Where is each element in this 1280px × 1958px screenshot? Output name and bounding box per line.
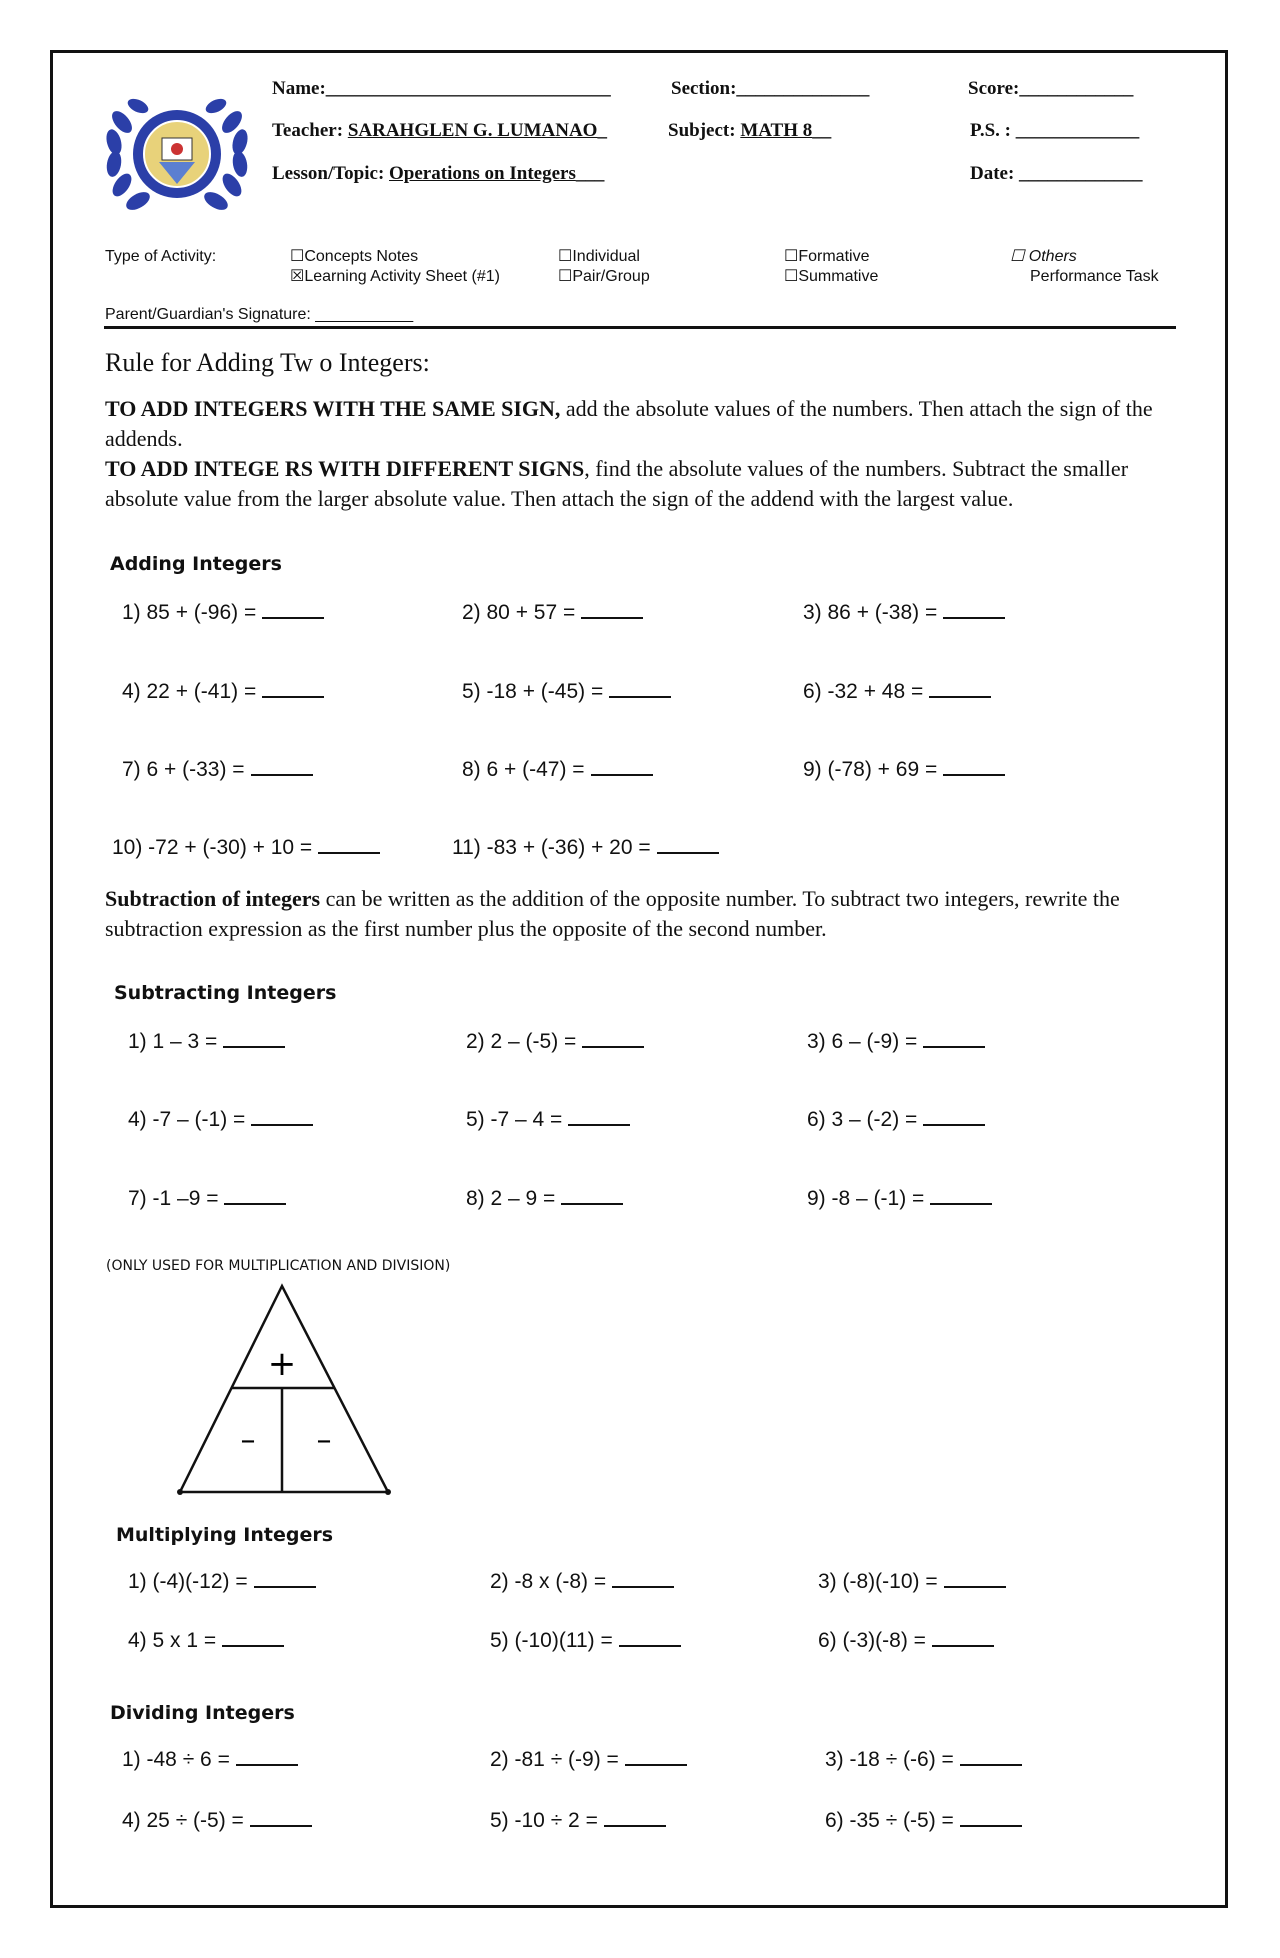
multiplying-problem: 1) (-4)(-12) = xyxy=(128,1570,316,1594)
option-formative[interactable]: ☐Formative xyxy=(784,248,870,265)
answer-blank[interactable] xyxy=(582,1045,644,1048)
subtracting-problem: 5) -7 – 4 = xyxy=(466,1108,630,1132)
adding-problem: 4) 22 + (-41) = xyxy=(122,680,324,704)
answer-blank[interactable] xyxy=(224,1202,286,1205)
multiplying-problem: 4) 5 x 1 = xyxy=(128,1629,284,1653)
subtracting-problem: 9) -8 – (-1) = xyxy=(807,1187,992,1211)
multiplying-problem: 5) (-10)(11) = xyxy=(490,1629,681,1653)
answer-blank[interactable] xyxy=(930,1202,992,1205)
sign-triangle-note: (ONLY USED FOR MULTIPLICATION AND DIVISION) xyxy=(106,1258,451,1274)
answer-blank[interactable] xyxy=(657,851,719,854)
rule-title: Rule for Adding Tw o Integers: xyxy=(105,348,430,377)
answer-blank[interactable] xyxy=(222,1644,284,1647)
adding-problem: 7) 6 + (-33) = xyxy=(122,758,313,782)
adding-problem: 1) 85 + (-96) = xyxy=(122,601,324,625)
subtraction-rule xyxy=(105,884,1175,944)
option-performance-task: Performance Task xyxy=(1030,268,1159,285)
answer-blank[interactable] xyxy=(250,1824,312,1827)
answer-blank[interactable] xyxy=(625,1763,687,1766)
answer-blank[interactable] xyxy=(932,1644,994,1647)
different-sign-rule-heading: TO ADD INTEGE RS WITH DIFFERENT SIGNS xyxy=(105,456,585,481)
activity-type-label: Type of Activity: xyxy=(105,248,217,265)
subject-tail: __ xyxy=(812,120,832,141)
minus-sign-right-label: – xyxy=(316,1423,332,1458)
answer-blank[interactable] xyxy=(581,616,643,619)
answer-blank[interactable] xyxy=(568,1123,630,1126)
adding-problem: 8) 6 + (-47) = xyxy=(462,758,653,782)
subject-label: Subject: xyxy=(668,120,736,141)
name-field[interactable]: Name:______________________________ xyxy=(272,78,611,99)
section-field[interactable]: Section:______________ xyxy=(671,78,870,99)
option-individual[interactable]: ☐Individual xyxy=(558,248,640,265)
same-sign-rule-heading: TO ADD INTEGERS WITH THE SAME SIGN, xyxy=(105,396,561,421)
dividing-problem: 6) -35 ÷ (-5) = xyxy=(825,1809,1022,1833)
different-sign-rule xyxy=(105,454,1175,514)
subtraction-rule-heading: Subtraction of integers xyxy=(105,886,321,911)
minus-sign-left-label: – xyxy=(240,1423,256,1458)
parent-signature-field[interactable]: Parent/Guardian's Signature: ___________ xyxy=(105,306,414,323)
teacher-name: SARAHGLEN G. LUMANAO xyxy=(347,120,598,141)
answer-blank[interactable] xyxy=(236,1763,298,1766)
header-divider xyxy=(104,326,1176,329)
adding-problem: 11) -83 + (-36) + 20 = xyxy=(452,836,719,860)
lesson-field xyxy=(272,163,604,185)
option-others[interactable]: ☐ Others xyxy=(1010,248,1077,265)
subtracting-problem: 3) 6 – (-9) = xyxy=(807,1030,985,1054)
option-learning-activity-sheet[interactable]: ☒Learning Activity Sheet (#1) xyxy=(290,268,501,285)
multiplying-problem: 2) -8 x (-8) = xyxy=(490,1570,674,1594)
multiplying-problem: 3) (-8)(-10) = xyxy=(818,1570,1006,1594)
answer-blank[interactable] xyxy=(619,1644,681,1647)
answer-blank[interactable] xyxy=(223,1045,285,1048)
answer-blank[interactable] xyxy=(591,773,653,776)
answer-blank[interactable] xyxy=(943,773,1005,776)
plus-sign-label: + xyxy=(267,1344,297,1384)
ps-field[interactable]: P.S. : _____________ xyxy=(970,120,1140,141)
answer-blank[interactable] xyxy=(318,851,380,854)
date-field[interactable]: Date: _____________ xyxy=(970,163,1143,184)
different-sign-rule-text: , find the absolute values of the numbers. Subtract the smaller absolute value from the larger absolute value. Then attach the sign of the addend with the largest value. xyxy=(105,456,1129,511)
answer-blank[interactable] xyxy=(251,1123,313,1126)
same-sign-rule-text: add the absolute values of the numbers. Then attach the sign of the addends. xyxy=(105,396,1153,451)
answer-blank[interactable] xyxy=(609,695,671,698)
answer-blank[interactable] xyxy=(943,616,1005,619)
sign-triangle-diagram xyxy=(170,1280,400,1505)
answer-blank[interactable] xyxy=(604,1824,666,1827)
teacher-field xyxy=(272,120,607,142)
answer-blank[interactable] xyxy=(262,616,324,619)
lesson-tail: ___ xyxy=(575,163,605,184)
adding-problem: 3) 86 + (-38) = xyxy=(803,601,1005,625)
answer-blank[interactable] xyxy=(929,695,991,698)
subtracting-problem: 2) 2 – (-5) = xyxy=(466,1030,644,1054)
dividing-integers-title: Dividing Integers xyxy=(110,1702,295,1724)
adding-integers-title: Adding Integers xyxy=(110,553,282,575)
answer-blank[interactable] xyxy=(561,1202,623,1205)
answer-blank[interactable] xyxy=(612,1585,674,1588)
option-pair-group[interactable]: ☐Pair/Group xyxy=(558,268,650,285)
option-summative[interactable]: ☐Summative xyxy=(784,268,879,285)
subtracting-problem: 8) 2 – 9 = xyxy=(466,1187,623,1211)
subtraction-rule-text: can be written as the addition of the opposite number. To subtract two integers, rewrite the subtraction expression as the first number plus the opposite of the second number. xyxy=(105,886,1120,941)
answer-blank[interactable] xyxy=(251,773,313,776)
answer-blank[interactable] xyxy=(262,695,324,698)
adding-problem: 2) 80 + 57 = xyxy=(462,601,643,625)
teacher-label: Teacher: xyxy=(272,120,344,141)
dividing-problem: 2) -81 ÷ (-9) = xyxy=(490,1748,687,1772)
subtracting-integers-title: Subtracting Integers xyxy=(114,982,337,1004)
answer-blank[interactable] xyxy=(960,1824,1022,1827)
subtracting-problem: 4) -7 – (-1) = xyxy=(128,1108,313,1132)
option-concepts-notes[interactable]: ☐Concepts Notes xyxy=(290,248,419,265)
score-field[interactable]: Score:____________ xyxy=(968,78,1134,99)
teacher-tail: _ xyxy=(597,120,607,141)
dividing-problem: 3) -18 ÷ (-6) = xyxy=(825,1748,1022,1772)
dividing-problem: 1) -48 ÷ 6 = xyxy=(122,1748,298,1772)
subtracting-problem: 7) -1 –9 = xyxy=(128,1187,286,1211)
answer-blank[interactable] xyxy=(923,1045,985,1048)
same-sign-rule xyxy=(105,394,1175,454)
subtracting-problem: 1) 1 – 3 = xyxy=(128,1030,285,1054)
multiplying-problem: 6) (-3)(-8) = xyxy=(818,1629,994,1653)
answer-blank[interactable] xyxy=(254,1585,316,1588)
adding-problem: 10) -72 + (-30) + 10 = xyxy=(112,836,380,860)
multiplying-integers-title: Multiplying Integers xyxy=(116,1524,334,1546)
lesson-label: Lesson/Topic: xyxy=(272,163,385,184)
lesson-value: Operations on Integers xyxy=(389,163,576,184)
adding-problem: 6) -32 + 48 = xyxy=(803,680,991,704)
answer-blank[interactable] xyxy=(960,1763,1022,1766)
subject-value: MATH 8 xyxy=(740,120,813,141)
dividing-problem: 4) 25 ÷ (-5) = xyxy=(122,1809,312,1833)
answer-blank[interactable] xyxy=(923,1123,985,1126)
adding-problem: 5) -18 + (-45) = xyxy=(462,680,671,704)
school-seal-logo xyxy=(102,92,252,217)
dividing-problem: 5) -10 ÷ 2 = xyxy=(490,1809,666,1833)
answer-blank[interactable] xyxy=(944,1585,1006,1588)
adding-problem: 9) (-78) + 69 = xyxy=(803,758,1005,782)
subject-field xyxy=(668,120,831,142)
subtracting-problem: 6) 3 – (-2) = xyxy=(807,1108,985,1132)
